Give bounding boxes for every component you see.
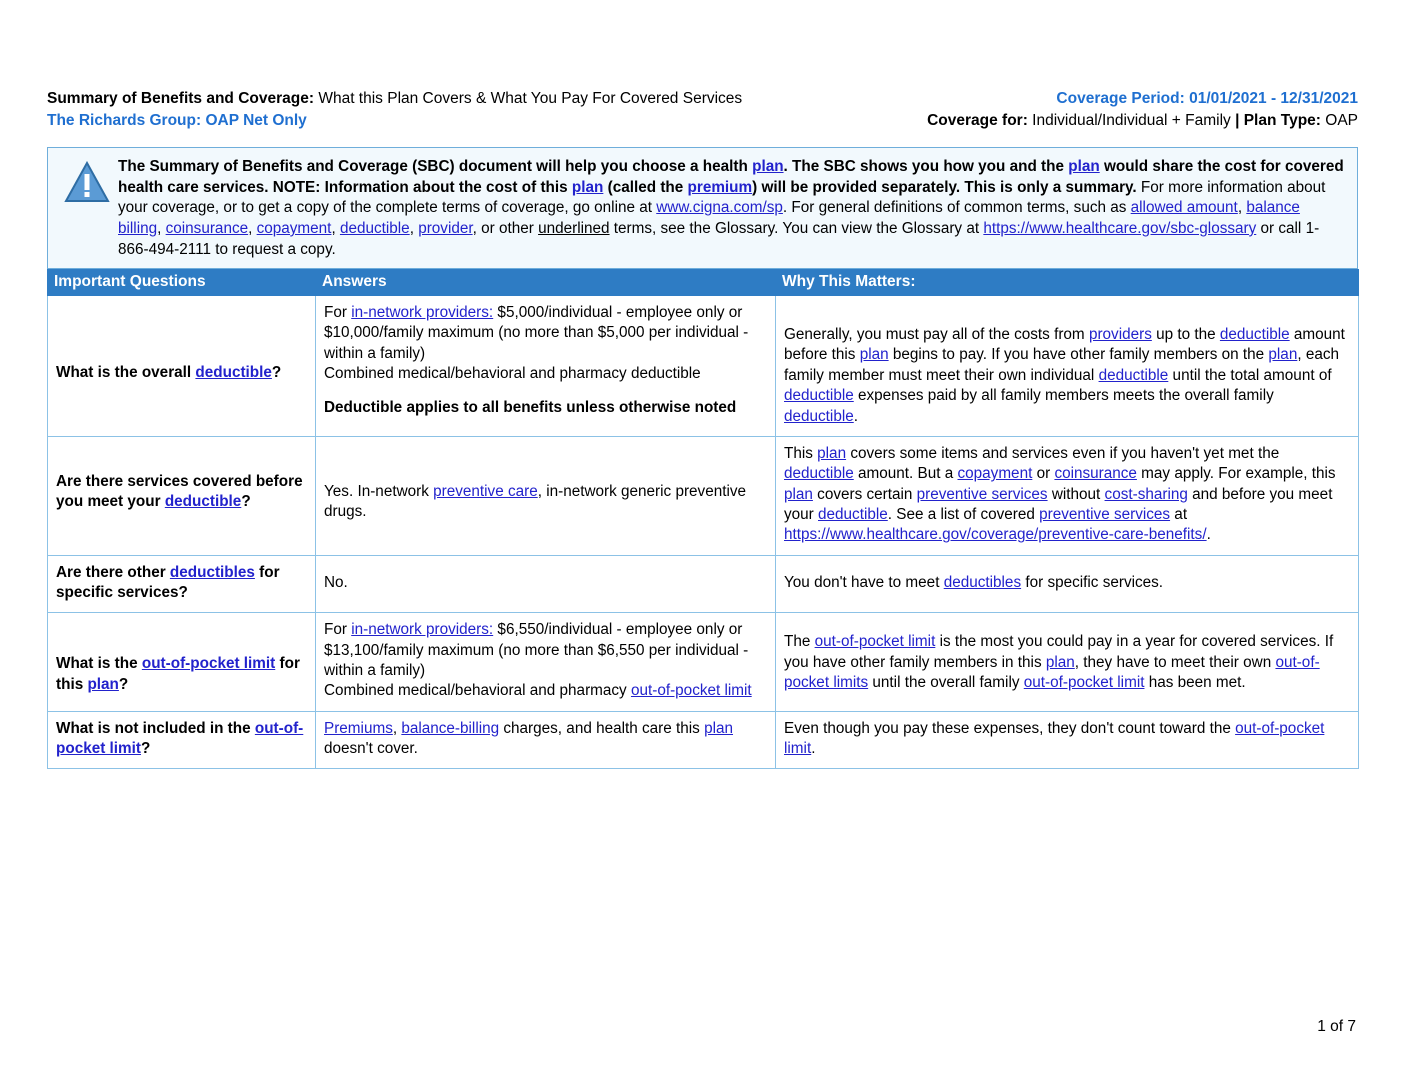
warning-triangle-icon — [56, 157, 118, 260]
answer-cell-not-included-oop — [316, 711, 776, 769]
w1-link-plan-1[interactable]: plan — [859, 346, 889, 364]
w4-d: until the overall family — [868, 673, 1024, 691]
a3-text: No. — [324, 573, 348, 591]
a4-text-b: $6,550/individual - employee only or $13,100/family maximum (no more than $6,550 per individual - within a family) — [324, 621, 749, 679]
question-cell-not-included-oop — [48, 711, 316, 769]
table-row — [48, 436, 1359, 555]
link-sbc-glossary[interactable]: https://www.healthcare.gov/sbc-glossary — [983, 219, 1257, 237]
notice-line2d: terms, see the Glossary. You can view the Glossary at — [609, 219, 984, 237]
w4-link-oop-limits[interactable]: out-of-pocket limits — [784, 653, 1320, 691]
a5-link-premiums[interactable]: Premiums — [324, 719, 393, 737]
column-header-why-this-matters: Why This Matters: — [776, 270, 1359, 296]
a2-text-a: Yes. In-network — [324, 482, 434, 500]
a2-text-b: , in-network generic preventive drugs. — [324, 482, 747, 521]
w4-link-oop-limit-2[interactable]: out-of-pocket limit — [1023, 673, 1145, 691]
notice-line1e: ) will be provided separately. This is only a summary. — [752, 178, 1137, 196]
term-allowed-amount[interactable]: allowed amount — [1130, 199, 1238, 217]
link-cigna-sp[interactable]: www.cigna.com/sp — [656, 199, 783, 217]
w2-a: This — [784, 444, 818, 462]
link-plan-2[interactable]: plan — [1068, 157, 1100, 175]
q4-text-c: ? — [118, 675, 129, 693]
w1-d: begins to pay. If you have other family members on the — [888, 346, 1269, 364]
link-plan-3[interactable]: plan — [571, 178, 604, 196]
benefits-questions-table — [47, 269, 1359, 769]
w2-k: . — [1206, 526, 1211, 544]
a1-text-b: $5,000/individual - employee only or $10,000/family maximum (no more than $5,000 per individual - within a family) — [324, 304, 749, 362]
notice-line1b: . The SBC shows you how you and the — [783, 157, 1069, 175]
table-row — [48, 555, 1359, 613]
sbc-notice-box — [47, 147, 1358, 269]
q3-text-a: Are there other — [56, 563, 170, 581]
q4-text-a: What is the — [56, 655, 142, 673]
w2-c: amount. But a — [853, 465, 958, 483]
a1-text-a: For — [324, 304, 352, 322]
w1-link-plan-2[interactable]: plan — [1268, 346, 1298, 364]
q5-text-b: ? — [141, 739, 151, 757]
answer-paragraph — [324, 303, 767, 364]
question-cell-services-before-deductible — [48, 436, 316, 555]
q3-text-b: for specific services? — [56, 563, 280, 601]
term-coinsurance[interactable]: coinsurance — [165, 219, 249, 237]
w2-link-preventive-benefits-url[interactable]: https://www.healthcare.gov/coverage/preventive-care-benefits/ — [784, 526, 1207, 544]
w2-link-plan-1[interactable]: plan — [817, 444, 847, 462]
a5-text-mid: , — [392, 719, 402, 737]
w3-link-deductibles[interactable]: deductibles — [943, 573, 1022, 591]
w1-link-deductible-1[interactable]: deductible — [1219, 326, 1290, 344]
w2-link-coinsurance[interactable]: coinsurance — [1054, 465, 1137, 483]
w2-b: covers some items and services even if you haven't yet met the — [846, 444, 1280, 462]
link-plan-1[interactable]: plan — [752, 157, 784, 175]
a4-link-oop-limit[interactable]: out-of-pocket limit — [630, 682, 752, 700]
w2-link-cost-sharing[interactable]: cost-sharing — [1104, 485, 1188, 503]
w2-link-preventive-services-2[interactable]: preventive services — [1039, 505, 1171, 523]
plan-name: The Richards Group: OAP Net Only — [47, 112, 307, 130]
notice-line2b: . For general definitions of common terms, such as — [782, 199, 1131, 217]
document-title-bold: Summary of Benefits and Coverage: — [47, 90, 315, 107]
w2-j: at — [1170, 505, 1188, 523]
w1-c: amount before this — [784, 326, 1345, 364]
w4-e: has been met. — [1144, 673, 1246, 691]
q2-text-a: Are there services covered before you meet your — [56, 472, 303, 511]
q3-link-deductibles[interactable]: deductibles — [169, 563, 255, 581]
w2-link-deductible-2[interactable]: deductible — [818, 505, 888, 523]
w4-link-oop-limit-1[interactable]: out-of-pocket limit — [814, 633, 936, 651]
a4-link-in-network-providers[interactable]: in-network providers: — [351, 621, 494, 639]
a5-text-b: charges, and health care this — [499, 719, 705, 737]
link-premium[interactable]: premium — [687, 178, 753, 196]
why-cell-out-of-pocket-limit — [776, 613, 1359, 711]
w1-link-providers[interactable]: providers — [1088, 326, 1152, 344]
table-row — [48, 711, 1359, 769]
notice-line1a: The Summary of Benefits and Coverage (SBC) document will help you choose a health — [118, 157, 753, 175]
q4-link-oop-limit[interactable]: out-of-pocket limit — [141, 655, 276, 673]
a1-link-in-network-providers[interactable]: in-network providers: — [351, 304, 494, 322]
w1-link-deductible-3[interactable]: deductible — [784, 387, 854, 405]
term-deductible[interactable]: deductible — [339, 219, 410, 237]
q1-text-a: What is the overall — [56, 364, 196, 382]
w3-b: for specific services. — [1021, 573, 1164, 591]
answer-paragraph-note: Deductible applies to all benefits unless otherwise noted — [324, 398, 737, 416]
q4-link-plan[interactable]: plan — [87, 675, 119, 693]
answer-paragraph-combined — [324, 681, 767, 701]
q1-text-b: ? — [271, 364, 282, 382]
w1-e: , each family member must meet their own individual — [784, 346, 1339, 384]
a4-text-c: Combined medical/behavioral and pharmacy — [324, 682, 631, 700]
a5-text-c: doesn't cover. — [324, 739, 418, 757]
term-copayment[interactable]: copayment — [256, 219, 332, 237]
answer-cell-overall-deductible — [316, 296, 776, 437]
w2-link-copayment[interactable]: copayment — [957, 465, 1033, 483]
notice-text: The Summary of Benefits and Coverage (SBC) document will help you choose a health plan. The SBC shows you how you and the plan would share the cost for covered health care services. NOTE: Information about the cost of this plan (called the premium) will be provided separately. This is only a summary. For more information about your coverage, or to get a copy of the complete terms of coverage, go online at www.cigna.com/sp. For general definitions of common terms, such as allowed amount, balance billing, coinsurance, copayment, deductible, provider, or other underlined terms, see the Glossary. You can view the Glossary at https://www.healthcare.gov/sbc-glossary or call 1-866-494-2111 to request a copy. — [118, 157, 1344, 258]
why-cell-other-deductibles — [776, 555, 1359, 613]
notice-line2a: For more information about your coverage, or to get a copy of the complete terms of coverage, go online at — [118, 178, 1326, 217]
w5-b: . — [811, 739, 816, 757]
notice-line1d: (called the — [603, 178, 688, 196]
q5-link-oop-limit[interactable]: out-of-pocket limit — [56, 719, 304, 757]
notice-line2c: , or other — [472, 219, 539, 237]
q2-text-b: ? — [241, 493, 251, 511]
term-provider[interactable]: provider — [418, 219, 473, 237]
w2-link-plan-2[interactable]: plan — [784, 485, 813, 503]
w1-link-deductible-2[interactable]: deductible — [1098, 366, 1169, 384]
why-cell-overall-deductible — [776, 296, 1359, 437]
page-number: 1 of 7 — [1317, 1018, 1356, 1035]
w2-link-deductible-1[interactable]: deductible — [784, 465, 854, 483]
answer-paragraph — [324, 620, 767, 681]
table-row — [48, 296, 1359, 437]
coverage-for-line — [927, 110, 1358, 132]
w2-e: may apply. For example, this — [1136, 465, 1336, 483]
q4-text-b: for this — [56, 655, 300, 693]
coverage-for-value: Individual/Individual + Family — [1027, 112, 1236, 130]
w5-a: Even though you pay these expenses, they don't count toward the — [784, 719, 1236, 737]
w1-g: expenses paid by all family members meets the overall family — [853, 387, 1274, 405]
answer-cell-out-of-pocket-limit — [316, 613, 776, 711]
w1-f: until the total amount of — [1168, 366, 1332, 384]
answer-cell-services-before-deductible — [316, 436, 776, 555]
answer-cell-other-deductibles — [316, 555, 776, 613]
w4-b: is the most you could pay in a year for covered services. If you have other family members in this — [784, 633, 1334, 671]
column-header-answers: Answers — [316, 270, 776, 296]
coverage-period: Coverage Period: 01/01/2021 - 12/31/2021 — [1056, 90, 1358, 107]
a2-link-preventive-care[interactable]: preventive care — [433, 482, 538, 500]
w5-link-oop-limit[interactable]: out-of-pocket limit — [784, 719, 1325, 757]
a5-link-balance-billing[interactable]: balance-billing — [401, 719, 500, 737]
why-cell-services-before-deductible — [776, 436, 1359, 555]
term-underlined: underlined — [538, 219, 610, 237]
plan-type-label: | Plan Type: — [1235, 112, 1321, 130]
w2-d: or — [1032, 465, 1055, 483]
a5-link-plan[interactable]: plan — [704, 719, 733, 737]
question-cell-overall-deductible — [48, 296, 316, 437]
w1-h: . — [853, 407, 858, 425]
w2-h: and before you meet your — [784, 485, 1333, 523]
why-cell-not-included-oop — [776, 711, 1359, 769]
q1-link-deductible[interactable]: deductible — [195, 364, 272, 382]
w2-f: covers certain — [812, 485, 917, 503]
question-cell-other-deductibles — [48, 555, 316, 613]
w1-b: up to the — [1151, 326, 1220, 344]
column-header-important-questions: Important Questions — [48, 270, 316, 296]
term-balance-billing[interactable]: balance billing — [118, 199, 1300, 237]
table-row — [48, 613, 1359, 711]
header-right — [927, 88, 1358, 133]
w4-link-plan[interactable]: plan — [1045, 653, 1075, 671]
w3-a: You don't have to meet — [784, 573, 944, 591]
plan-type-value: OAP — [1320, 112, 1358, 130]
w1-link-deductible-4[interactable]: deductible — [784, 407, 854, 425]
spacer — [324, 385, 767, 398]
w1-a: Generally, you must pay all of the costs from — [784, 326, 1089, 344]
a4-text-a: For — [324, 621, 352, 639]
w2-link-preventive-services-1[interactable]: preventive services — [916, 485, 1048, 503]
document-title — [47, 88, 742, 110]
q5-text-a: What is not included in the — [56, 719, 255, 737]
answer-paragraph-combined: Combined medical/behavioral and pharmacy deductible — [324, 365, 701, 383]
header-left — [47, 88, 742, 133]
document-header — [47, 88, 1358, 133]
w4-a: The — [784, 633, 815, 651]
document-title-rest: What this Plan Covers & What You Pay For Covered Services — [314, 90, 743, 107]
notice-line1c: would share the cost for covered health care services. NOTE: Information about the cost of this — [118, 157, 1344, 196]
question-cell-out-of-pocket-limit — [48, 613, 316, 711]
coverage-for-label: Coverage for: — [927, 112, 1028, 130]
table-header-row — [48, 270, 1359, 296]
q2-link-deductible[interactable]: deductible — [164, 493, 242, 511]
notice-line2e: or call 1-866-494-2111 to request a copy. — [118, 219, 1320, 258]
w2-g: without — [1047, 485, 1105, 503]
w4-c: , they have to meet their own — [1074, 653, 1276, 671]
w2-i: . See a list of covered — [887, 505, 1040, 523]
